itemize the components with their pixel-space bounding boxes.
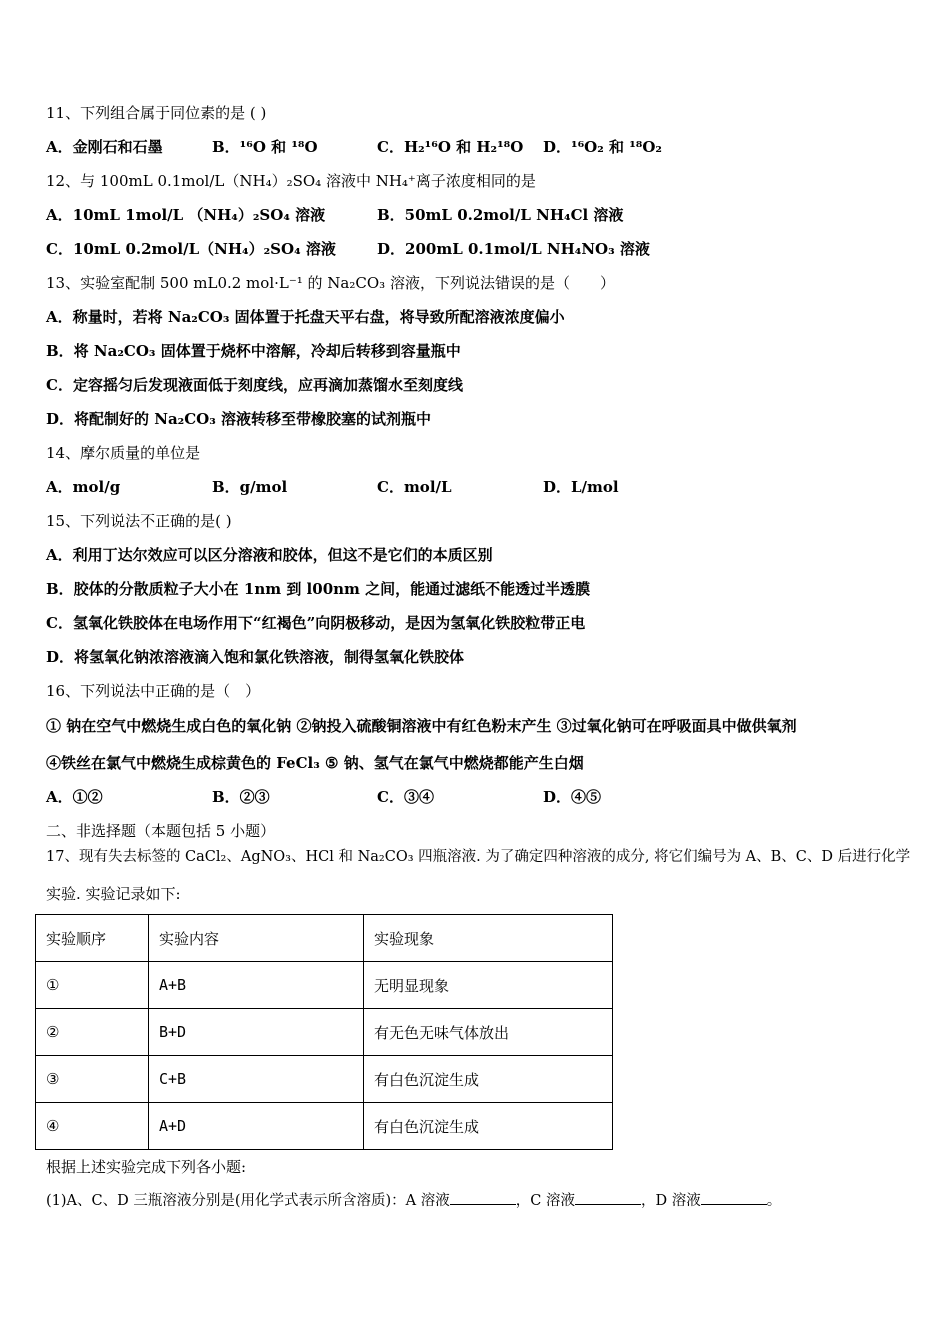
answer-blank-d[interactable] [701, 1190, 767, 1205]
table-cell: A+B [149, 962, 364, 1009]
q11-option-b: B．¹⁶O 和 ¹⁸O [212, 138, 318, 156]
q14-stem: 14、摩尔质量的单位是 [46, 444, 201, 462]
table-cell: B+D [149, 1009, 364, 1056]
q12-stem: 12、与 100mL 0.1mol/L（NH₄）₂SO₄ 溶液中 NH₄⁺离子浓度相同的是 [46, 172, 536, 190]
experiment-table [35, 914, 613, 1150]
answer-blank-a[interactable] [450, 1190, 516, 1205]
q11-option-d: D．¹⁶O₂ 和 ¹⁸O₂ [543, 138, 663, 156]
q17-sub1-text-a: (1)A、C、D 三瓶溶液分别是(用化学式表示所含溶质)：A 溶液 [46, 1193, 450, 1209]
q16-option-d: D．④⑤ [543, 788, 602, 806]
q15-option-a: A．利用丁达尔效应可以区分溶液和胶体，但这不是它们的本质区别 [46, 546, 493, 564]
table-header-cell: 实验顺序 [36, 915, 149, 962]
table-cell: ① [36, 962, 149, 1009]
q17-subquestion-1 [46, 1190, 781, 1211]
q11-option-c: C．H₂¹⁶O 和 H₂¹⁸O [377, 138, 524, 156]
table-cell: C+B [149, 1056, 364, 1103]
table-cell: A+D [149, 1103, 364, 1150]
q12-option-c: C．10mL 0.2mol/L（NH₄）₂SO₄ 溶液 [46, 240, 336, 258]
table-row [36, 962, 613, 1009]
q16-items-line1: ① 钠在空气中燃烧生成白色的氧化钠 ②钠投入硫酸铜溶液中有红色粉末产生 ③过氧化钠可在呼吸面具中做供氧剂 [46, 717, 797, 735]
q12-option-a: A．10mL 1mol/L （NH₄）₂SO₄ 溶液 [46, 206, 326, 224]
q17-stem-line1: 17、现有失去标签的 CaCl₂、AgNO₃、HCl 和 Na₂CO₃ 四瓶溶液. 为了确定四种溶液的成分, 将它们编号为 A、B、C、D 后进行化学 [46, 849, 911, 865]
table-cell: ③ [36, 1056, 149, 1103]
q14-option-c: C．mol/L [377, 478, 452, 496]
q17-sub1-text-d: ，D 溶液 [640, 1193, 701, 1209]
table-row [36, 1056, 613, 1103]
table-cell: 有白色沉淀生成 [364, 1103, 613, 1150]
q17-sub1-end: 。 [766, 1193, 782, 1209]
q13-option-b: B．将 Na₂CO₃ 固体置于烧杯中溶解，冷却后转移到容量瓶中 [46, 342, 461, 360]
q16-option-a: A．①② [46, 788, 103, 806]
section-heading: 二、非选择题（本题包括 5 小题） [46, 822, 276, 840]
q15-option-c: C．氢氧化铁胶体在电场作用下“红褐色”向阴极移动，是因为氢氧化铁胶粒带正电 [46, 614, 586, 632]
table-cell: 无明显现象 [364, 962, 613, 1009]
table-cell: ④ [36, 1103, 149, 1150]
q13-stem: 13、实验室配制 500 mL0.2 mol·L⁻¹ 的 Na₂CO₃ 溶液，下列说法错误的是（ ） [46, 274, 615, 292]
table-header-row [36, 915, 613, 962]
q16-items-line2: ④铁丝在氯气中燃烧生成棕黄色的 FeCl₃ ⑤ 钠、氢气在氯气中燃烧都能产生白烟 [46, 754, 584, 772]
answer-blank-c[interactable] [575, 1190, 641, 1205]
table-cell: 有白色沉淀生成 [364, 1056, 613, 1103]
q12-option-d: D．200mL 0.1mol/L NH₄NO₃ 溶液 [377, 240, 650, 258]
q13-option-d: D．将配制好的 Na₂CO₃ 溶液转移至带橡胶塞的试剂瓶中 [46, 410, 432, 428]
q11-option-a: A．金刚石和石墨 [46, 138, 163, 156]
table-cell: ② [36, 1009, 149, 1056]
q15-stem: 15、下列说法不正确的是( ) [46, 512, 232, 530]
q17-instruction: 根据上述实验完成下列各小题: [46, 1158, 247, 1176]
q11-stem: 11、下列组合属于同位素的是 ( ) [46, 104, 267, 122]
q16-option-c: C．③④ [377, 788, 434, 806]
table-cell: 有无色无味气体放出 [364, 1009, 613, 1056]
q15-option-d: D．将氢氧化钠浓溶液滴入饱和氯化铁溶液，制得氢氧化铁胶体 [46, 648, 465, 666]
q16-option-b: B．②③ [212, 788, 270, 806]
table-row [36, 1103, 613, 1150]
q13-option-a: A．称量时，若将 Na₂CO₃ 固体置于托盘天平右盘，将导致所配溶液浓度偏小 [46, 308, 565, 326]
q17-stem-line2: 实验. 实验记录如下: [46, 885, 181, 903]
q16-stem: 16、下列说法中正确的是（ ） [46, 682, 261, 700]
table-header-cell: 实验内容 [149, 915, 364, 962]
q13-option-c: C．定容摇匀后发现液面低于刻度线，应再滴加蒸馏水至刻度线 [46, 376, 463, 394]
table-header-cell: 实验现象 [364, 915, 613, 962]
q12-option-b: B．50mL 0.2mol/L NH₄Cl 溶液 [377, 206, 624, 224]
q14-option-d: D．L/mol [543, 478, 619, 496]
table-row [36, 1009, 613, 1056]
q17-sub1-text-c: ，C 溶液 [515, 1193, 575, 1209]
q14-option-a: A．mol/g [46, 478, 121, 496]
q14-option-b: B．g/mol [212, 478, 288, 496]
q15-option-b: B．胶体的分散质粒子大小在 1nm 到 l00nm 之间，能通过滤纸不能透过半透膜 [46, 580, 591, 598]
